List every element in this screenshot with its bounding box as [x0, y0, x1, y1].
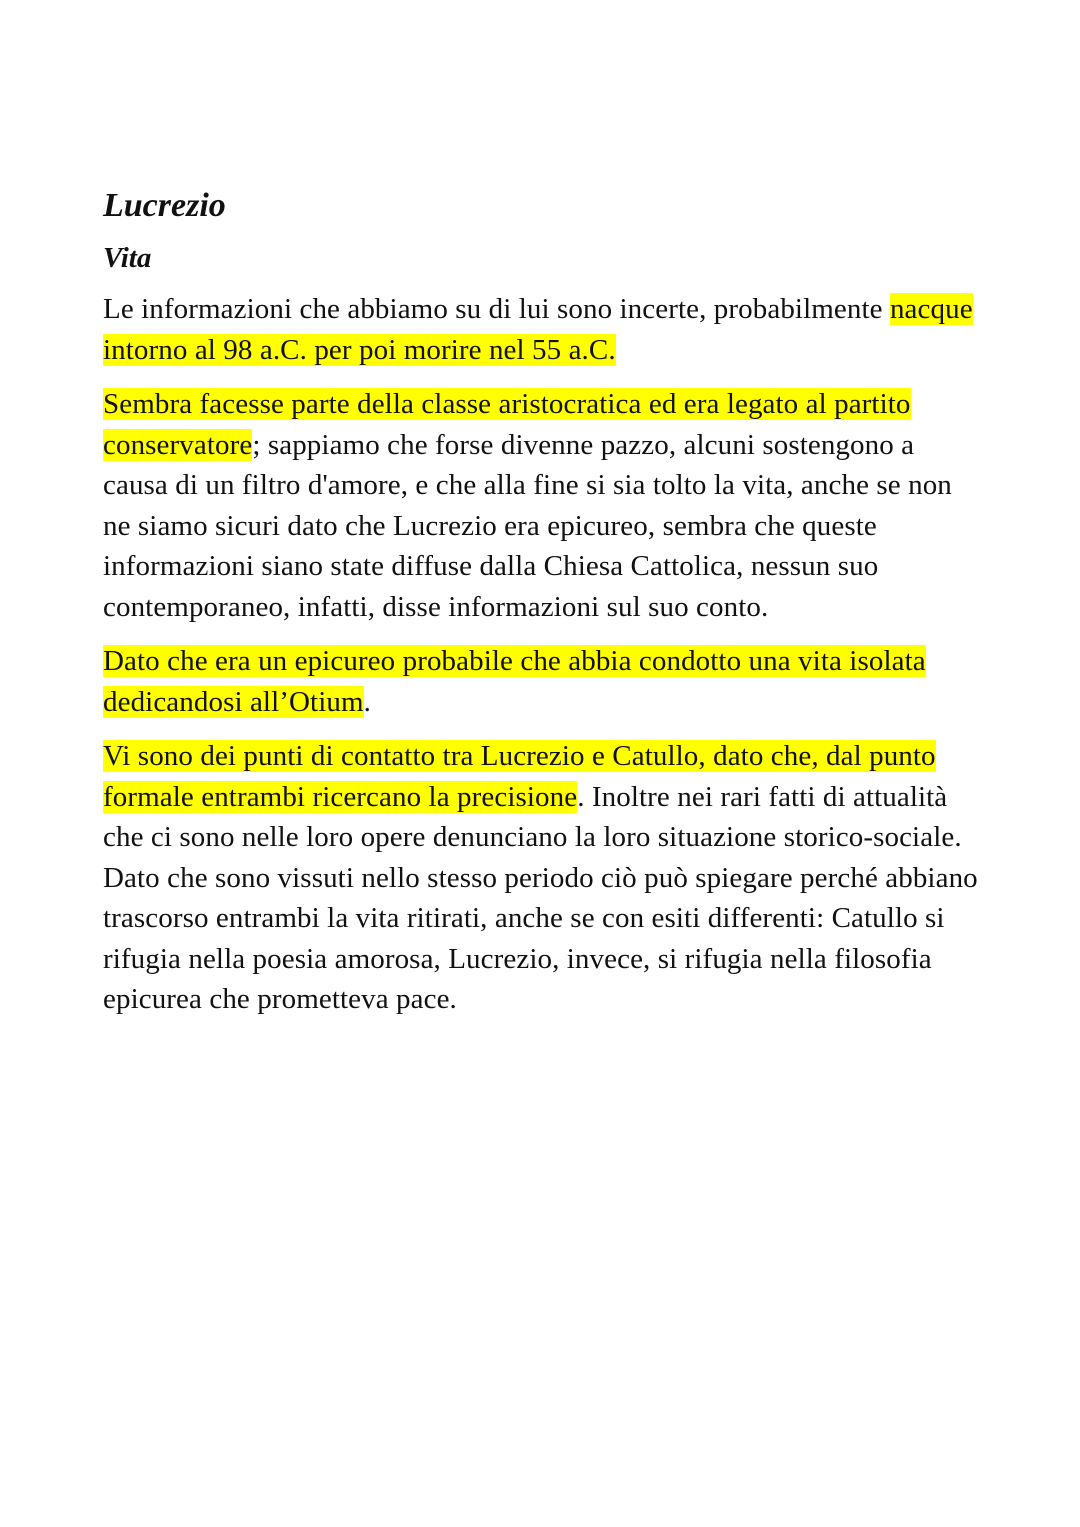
paragraph-2-highlight: Sembra facesse parte della classe aristocratica ed era legato al partito conservatore — [103, 388, 911, 461]
paragraph-2 — [103, 384, 983, 627]
paragraph-2-text: ; sappiamo che forse divenne pazzo, alcuni sostengono a causa di un filtro d'amore, e che alla fine si sia tolto la vita, anche se non ne siamo sicuri dato che Lucrezio era epicureo, sembra che queste informazioni siano state diffuse dalla Chiesa Cattolica, nessun suo contemporaneo, infatti, disse informazioni sul suo conto. — [103, 428, 952, 623]
section-heading-vita: Vita — [103, 242, 152, 274]
paragraph-3-highlight: Dato che era un epicureo probabile che abbia condotto una vita isolata dedicandosi all’Otium — [103, 645, 926, 718]
document-page — [103, 186, 983, 1034]
paragraph-4-highlight: Vi sono dei punti di contatto tra Lucrezio e Catullo, dato che, dal punto formale entrambi ricercano la precisione — [103, 740, 936, 813]
paragraph-4 — [103, 736, 983, 1020]
document-title: Lucrezio — [103, 187, 226, 224]
paragraph-3-text: . — [363, 685, 371, 718]
paragraph-1 — [103, 289, 983, 370]
paragraph-3 — [103, 641, 983, 722]
paragraph-4-text: . Inoltre nei rari fatti di attualità che ci sono nelle loro opere denunciano la loro situazione storico-sociale. Dato che sono vissuti nello stesso periodo ciò può spiegare perché abbiano trascorso entrambi la vita ritirati, anche se con esiti differenti: Catullo si rifugia nella poesia amorosa, Lucrezio, invece, si rifugia nella filosofia epicurea che prometteva pace. — [103, 780, 978, 1015]
paragraph-1-text: Le informazioni che abbiamo su di lui sono incerte, probabilmente — [103, 293, 890, 325]
paragraph-1-highlight: nacque intorno al 98 a.C. per poi morire nel 55 a.C. — [103, 293, 973, 366]
